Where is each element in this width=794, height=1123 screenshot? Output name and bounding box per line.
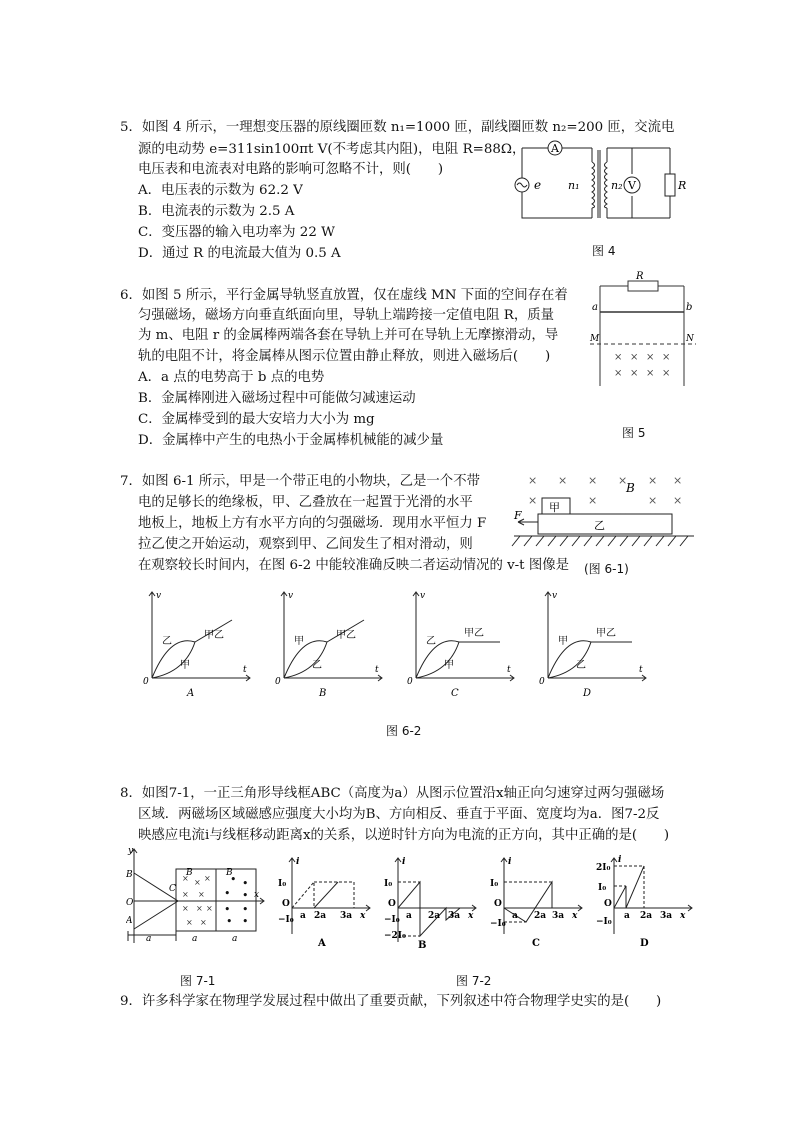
svg-text:3a: 3a [340, 911, 353, 921]
svg-text:I₀: I₀ [598, 883, 607, 893]
figure-4-caption: 图 4 [592, 244, 616, 258]
svg-text:甲乙: 甲乙 [596, 628, 616, 639]
svg-text:×: × [648, 494, 658, 507]
svg-text:甲乙: 甲乙 [336, 630, 356, 641]
svg-text:B: B [126, 870, 133, 880]
svg-text:x: x [360, 911, 366, 921]
point-a-label: a [592, 302, 598, 313]
svg-text:a: a [624, 911, 630, 921]
svg-text:−I₀: −I₀ [384, 915, 400, 925]
q6-line-2: 匀强磁场，磁场方向垂直纸面向里，导轨上端跨接一定值电阻 R，质量 [138, 308, 555, 323]
svg-text:×: × [646, 352, 655, 363]
svg-text:t: t [507, 665, 511, 675]
q8-line-2: 区域．两磁场区域磁感应强度大小均为B、方向相反、垂直于平面、宽度均为a．图7-2反 [138, 807, 660, 822]
svg-text:×: × [630, 368, 639, 379]
svg-text:×: × [618, 474, 628, 487]
svg-text:2I₀: 2I₀ [596, 863, 611, 873]
svg-text:×: × [200, 918, 207, 927]
q7-line-4: 拉乙使之开始运动，观察到甲、乙间发生了相对滑动，则 [138, 537, 473, 552]
ammeter-label: A [551, 142, 559, 155]
svg-text:y: y [128, 846, 134, 856]
q6-line-4: 轨的电阻不计，将金属棒从图示位置由静止释放，则进入磁场后( ) [138, 349, 551, 364]
vt-graph-c-letter: C [451, 688, 459, 698]
svg-text:2a: 2a [534, 911, 547, 921]
q6-line-1: 6．如图 5 所示，平行金属导轨竖直放置，仅在虚线 MN 下面的空间存在着 [120, 288, 568, 303]
svg-text:O: O [604, 899, 612, 909]
q6-option-a: A．a 点的电势高于 b 点的电势 [138, 370, 325, 385]
ix-graph-a [278, 852, 378, 948]
svg-text:×: × [558, 474, 568, 487]
q5-option-d: D．通过 R 的电流最大值为 0.5 A [138, 246, 341, 261]
line-m-label: M [590, 334, 600, 344]
svg-text:−I₀: −I₀ [490, 919, 506, 929]
svg-text:×: × [588, 494, 598, 507]
q8-line-1: 8．如图7-1，一正三角形导线框ABC（高度为a）从图示位置沿x轴正向匀速穿过两匀强磁场 [120, 786, 665, 801]
magnetic-field-crosses [614, 352, 670, 379]
q5-option-c: C．变压器的输入电功率为 22 W [138, 225, 335, 240]
svg-text:3a: 3a [448, 911, 461, 921]
svg-text:×: × [646, 368, 655, 379]
svg-text:×: × [196, 904, 203, 913]
ix-graph-c-letter: C [532, 938, 540, 948]
block-on-board-figure [508, 470, 700, 556]
svg-text:v: v [552, 591, 558, 601]
q5-line-1: 5．如图 4 所示，一理想变压器的原线圈匝数 n₁=1000 匝，副线圈匝数 n₂=200 匝，交流电 [120, 120, 675, 135]
line-n-label: N [686, 334, 694, 344]
ix-graph-c [490, 852, 590, 948]
resistor-label: R [678, 179, 687, 192]
svg-text:2a: 2a [314, 911, 327, 921]
svg-text:×: × [182, 874, 189, 883]
svg-text:×: × [614, 368, 623, 379]
rails-figure [588, 268, 700, 392]
ix-graph-a-letter: A [318, 938, 326, 948]
q5-line-3: 电压表和电流表对电路的影响可忽略不计，则( ) [138, 162, 444, 177]
q9-line-1: 9．许多科学家在物理学发展过程中做出了重要贡献，下列叙述中符合物理学史实的是( ) [120, 994, 662, 1009]
force-f-label: F [514, 509, 522, 522]
vt-graph-c [404, 586, 524, 698]
svg-text:a: a [192, 934, 198, 944]
svg-text:甲: 甲 [294, 636, 304, 647]
svg-text:x: x [572, 911, 578, 921]
q6-option-b: B．金属棒刚进入磁场过程中可能做匀减速运动 [138, 391, 416, 406]
svg-text:甲乙: 甲乙 [204, 630, 224, 641]
svg-text:•: • [242, 903, 249, 916]
n1-label: n₁ [568, 179, 580, 192]
vt-graph-b [272, 586, 392, 698]
vt-graph-d [536, 586, 656, 698]
svg-text:−I₀: −I₀ [278, 915, 294, 925]
q7-line-2: 电的足够长的绝缘板，甲、乙叠放在一起置于光滑的水平 [138, 495, 473, 510]
ix-graph-d [596, 852, 696, 948]
figure-5-caption: 图 5 [622, 426, 646, 440]
svg-text:×: × [673, 494, 683, 507]
svg-text:×: × [194, 878, 201, 887]
svg-text:甲: 甲 [444, 660, 454, 671]
svg-text:乙: 乙 [426, 636, 436, 647]
svg-text:×: × [182, 904, 189, 913]
q7-line-3: 地板上，地板上方有水平方向的匀强磁场．现用水平恒力 F [138, 516, 487, 531]
svg-text:甲: 甲 [558, 636, 568, 647]
svg-text:I₀: I₀ [384, 879, 393, 889]
transformer-circuit-figure [510, 136, 690, 228]
svg-text:3a: 3a [552, 911, 565, 921]
svg-text:a: a [146, 934, 152, 944]
svg-text:×: × [204, 874, 211, 883]
svg-text:I₀: I₀ [278, 879, 287, 889]
q5-option-a: A．电压表的示数为 62.2 V [138, 183, 303, 198]
svg-text:×: × [630, 352, 639, 363]
svg-text:a: a [406, 911, 412, 921]
svg-text:x: x [680, 911, 686, 921]
ix-graph-b-letter: B [418, 940, 427, 948]
svg-text:O: O [282, 899, 290, 909]
figure-7-1-caption: 图 7-1 [180, 974, 216, 988]
svg-text:×: × [662, 368, 671, 379]
svg-text:v: v [156, 591, 162, 601]
svg-text:a: a [512, 911, 518, 921]
svg-text:x: x [468, 911, 474, 921]
svg-text:B: B [186, 868, 193, 878]
point-b-label: b [686, 302, 693, 313]
vt-graph-d-letter: D [583, 688, 592, 698]
svg-text:×: × [528, 474, 538, 487]
svg-text:×: × [182, 890, 189, 899]
svg-text:×: × [648, 474, 658, 487]
svg-text:O: O [494, 899, 502, 909]
svg-text:B: B [226, 868, 233, 878]
field-b-label: B [626, 481, 635, 495]
svg-text:t: t [243, 665, 247, 675]
q7-line-1: 7．如图 6-1 所示，甲是一个带正电的小物块，乙是一个不带 [120, 474, 480, 489]
svg-text:×: × [206, 904, 213, 913]
emf-label: e [534, 178, 542, 192]
svg-text:×: × [614, 352, 623, 363]
svg-text:i: i [508, 857, 512, 867]
svg-text:O: O [388, 899, 396, 909]
triangle-frame-figure [126, 845, 268, 949]
svg-text:×: × [673, 474, 683, 487]
svg-text:A: A [126, 916, 133, 926]
svg-text:×: × [528, 494, 538, 507]
svg-text:0: 0 [407, 677, 413, 687]
svg-text:C: C [169, 884, 176, 894]
voltmeter-label: V [628, 179, 636, 192]
svg-text:乙: 乙 [312, 660, 322, 671]
svg-text:0: 0 [143, 677, 149, 687]
svg-text:−I₀: −I₀ [596, 917, 612, 927]
board-yi-label: 乙 [594, 519, 605, 532]
vt-graph-a-letter: A [187, 688, 195, 698]
q6-option-d: D．金属棒中产生的电热小于金属棒机械能的减少量 [138, 433, 444, 448]
svg-text:v: v [288, 591, 294, 601]
svg-text:t: t [639, 665, 643, 675]
svg-text:3a: 3a [660, 911, 673, 921]
svg-text:2a: 2a [640, 911, 653, 921]
figure-7-2-caption: 图 7-2 [456, 974, 492, 988]
svg-text:•: • [224, 887, 231, 900]
svg-text:a: a [232, 934, 238, 944]
n2-label: n₂ [611, 179, 623, 192]
svg-text:•: • [242, 889, 249, 902]
svg-text:×: × [198, 890, 205, 899]
svg-text:2a: 2a [428, 911, 441, 921]
svg-text:乙: 乙 [576, 660, 586, 671]
svg-text:•: • [226, 915, 233, 928]
svg-text:−2I₀: −2I₀ [384, 931, 406, 941]
svg-text:a: a [300, 911, 306, 921]
svg-text:0: 0 [539, 677, 545, 687]
svg-text:•: • [242, 915, 249, 928]
svg-text:乙: 乙 [162, 636, 172, 647]
svg-text:甲: 甲 [180, 660, 190, 671]
svg-text:×: × [588, 474, 598, 487]
q7-line-5: 在观察较长时间内，在图 6-2 中能较准确反映二者运动情况的 v-t 图像是 [138, 558, 569, 573]
figure-6-2-caption: 图 6-2 [386, 724, 422, 738]
q8-line-3: 映感应电流i与线框移动距离x的关系，以逆时针方向为电流的正方向，其中正确的是( ) [138, 828, 670, 843]
svg-text:0: 0 [275, 677, 281, 687]
svg-text:×: × [662, 352, 671, 363]
vt-graph-a [140, 586, 260, 698]
q6-option-c: C．金属棒受到的最大安培力大小为 mg [138, 412, 375, 427]
svg-text:O: O [126, 898, 134, 908]
svg-text:×: × [186, 918, 193, 927]
svg-text:i: i [618, 855, 622, 865]
svg-text:i: i [402, 857, 406, 867]
svg-text:i: i [296, 857, 300, 867]
svg-text:•: • [224, 903, 231, 916]
svg-text:t: t [375, 665, 379, 675]
svg-text:x: x [254, 890, 260, 900]
block-jia-label: 甲 [549, 501, 560, 514]
svg-text:v: v [420, 591, 426, 601]
q5-line-2: 源的电动势 e=311sin100πt V(不考虑其内阻)，电阻 R=88Ω， [138, 142, 526, 157]
resistor-r-label: R [636, 271, 644, 282]
svg-text:•: • [242, 877, 249, 890]
figure-6-1-caption: (图 6-1) [584, 562, 629, 576]
ix-graph-b [384, 852, 484, 948]
svg-text:I₀: I₀ [490, 879, 499, 889]
svg-text:•: • [230, 873, 237, 886]
ix-graph-d-letter: D [640, 938, 649, 948]
svg-text:甲乙: 甲乙 [464, 628, 484, 639]
q6-line-3: 为 m、电阻 r 的金属棒两端各套在导轨上并可在导轨上无摩擦滑动，导 [138, 328, 559, 343]
q5-option-b: B．电流表的示数为 2.5 A [138, 204, 295, 219]
vt-graph-b-letter: B [319, 688, 327, 698]
